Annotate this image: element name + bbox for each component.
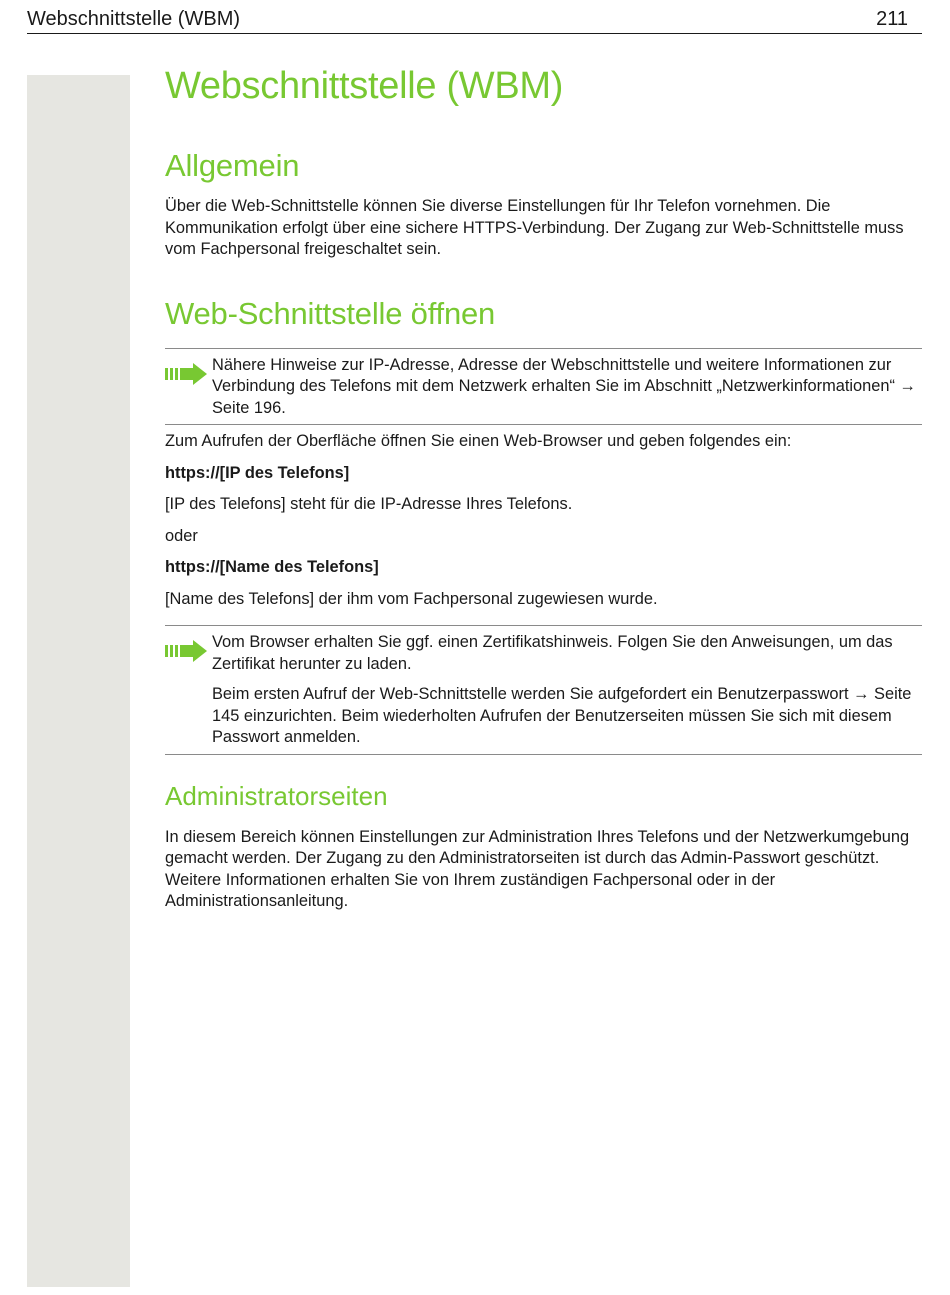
page-number: 211 (876, 8, 908, 30)
url-ip-description: [IP des Telefons] steht für die IP-Adresse Ihres Telefons. (165, 495, 573, 513)
arrow-icon (165, 640, 207, 662)
note-box-certificate (165, 625, 922, 755)
url-name: https://[Name des Telefons] (165, 558, 379, 576)
note-network-text: Nähere Hinweise zur IP-Adresse, Adresse der Webschnittstelle und weitere Informationen zur Verbindung des Telefons mit dem Netzwerk erhalten Sie im Abschnitt „Netzwerkinformationen“ → Seite 196. (212, 355, 916, 417)
header-title: Webschnittstelle (WBM) (27, 8, 241, 30)
main-content (165, 60, 922, 913)
note-password-text: Beim ersten Aufruf der Web-Schnittstelle werden Sie aufgefordert ein Benutzerpasswort → Seite 145 einzurichten. Beim wiederholten Aufrufen der Benutzerseiten müssen Sie sich mit diesem Passwort anmelden. (212, 685, 912, 746)
url-name-description: [Name des Telefons] der ihm vom Fachpersonal zugewiesen wurde. (165, 589, 658, 608)
page-title: Webschnittstelle (WBM) (165, 65, 564, 107)
arrow-icon (165, 363, 207, 385)
heading-open: Web-Schnittstelle öffnen (165, 295, 496, 331)
general-text: Über die Web-Schnittstelle können Sie diverse Einstellungen für Ihr Telefon vornehmen. Die Kommunikation erfolgt über eine sichere HTTPS-Verbindung. Der Zugang zur Web-Schnittstelle muss vom Fachpersonal freigeschaltet sein. (165, 197, 904, 258)
open-intro: Zum Aufrufen der Oberfläche öffnen Sie einen Web-Browser und geben folgendes ein: (165, 432, 792, 450)
note-box-network (165, 348, 922, 426)
page-header (27, 6, 922, 34)
or-text: oder (165, 526, 198, 545)
url-ip: https://[IP des Telefons] (165, 463, 350, 482)
sidebar-bar (27, 75, 130, 1287)
note-certificate-text: Vom Browser erhalten Sie ggf. einen Zertifikatshinweis. Folgen Sie den Anweisungen, um das Zertifikat herunter zu laden. (212, 633, 893, 673)
heading-general: Allgemein (165, 148, 300, 183)
heading-admin: Administratorseiten (165, 780, 388, 811)
admin-text: In diesem Bereich können Einstellungen zur Administration Ihres Telefons und der Netzwerkumgebung gemacht werden. Der Zugang zu den Administratorseiten ist durch das Admin-Passwort geschützt. Weitere Informationen erhalten Sie von Ihrem zuständigen Fachpersonal oder in der Administrationsanleitung. (165, 827, 910, 910)
